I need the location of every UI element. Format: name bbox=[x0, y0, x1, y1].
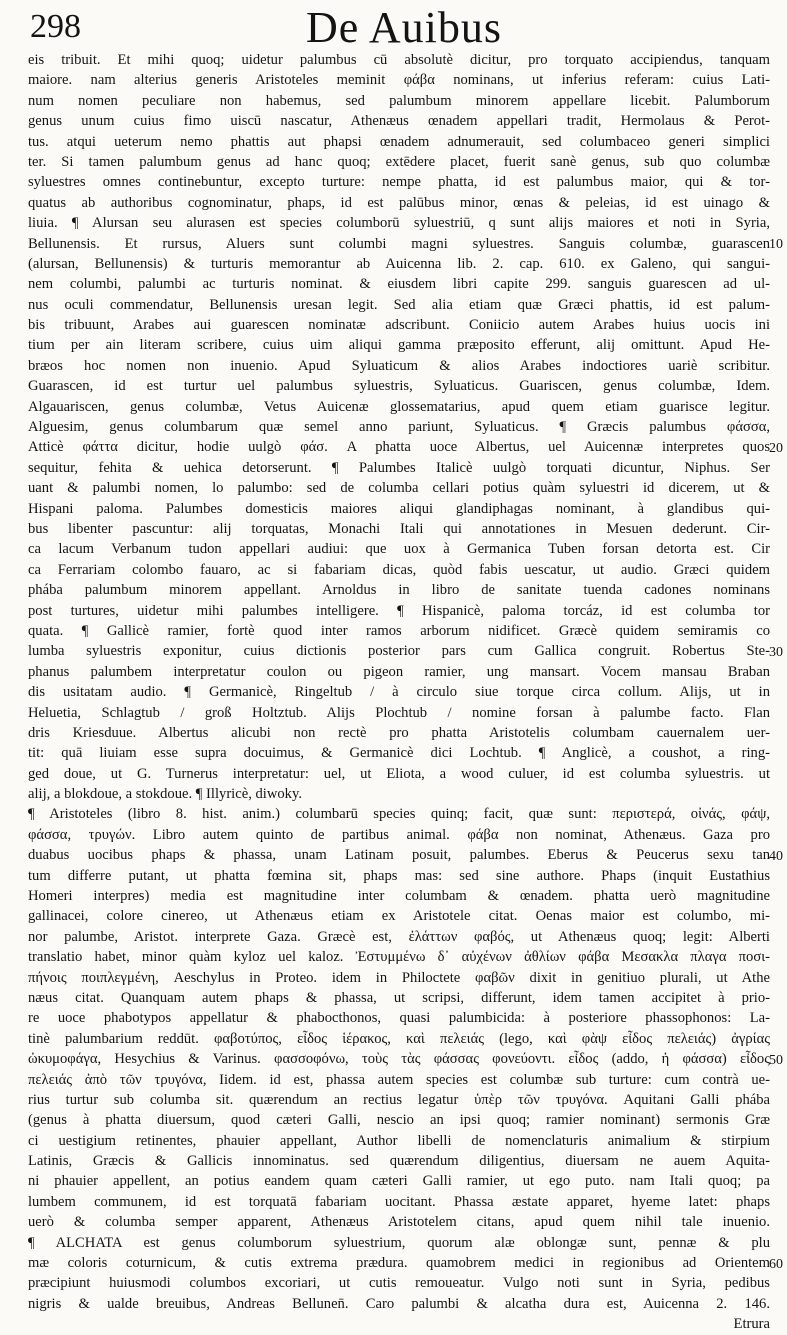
text-line: dis usitatam audio. ¶ Germanicè, Ringeltub / à circulo siue torque circa collum. Alijs, ut in bbox=[28, 684, 770, 701]
text-line: quata. ¶ Gallicè ramier, fortè quod inter ramos arborum nidificet. Græcè quidem semiramis co bbox=[28, 622, 770, 639]
running-title: De Auibus bbox=[306, 3, 502, 52]
text-line: tum differre putant, ut phatta fœmina sit, phaps mas: sed sine authore. Phaps (inquit Eustathius bbox=[28, 867, 770, 884]
text-line: alij, a blokdoue, a stokdoue. ¶ Illyricè, diwoky. bbox=[28, 786, 302, 803]
text-line: nigris & ualde breuibus, Andreas Bellunen̄. Caro palumbi & alcatha dura est, Auicenna 2. 146. bbox=[28, 1295, 770, 1312]
text-line: Alguesim, genus columbarum quæ semel anno pariunt, Syluaticus. ¶ Græcis palumbus φάσσα, bbox=[28, 419, 770, 436]
text-line: re uoce phabotypos appellatur & phabocthonos, quasi palumbicida: à posteriore phassophonos: La- bbox=[28, 1010, 770, 1027]
text-line: Algauariscen, genus columbæ, Vetus Auicenæ glossematarius, apud quem etiam guarisce legitur. bbox=[28, 398, 770, 415]
text-line: ca lacum Verbanum tudon appellari audiui: que uox à Germanica Tuben forsan detorta est. Cir bbox=[28, 541, 770, 558]
text-line: φάσσα, τρυγών. Libro autem quinto de partibus animal. φάβα non nominat, Athenæus. Gaza pro bbox=[28, 826, 770, 843]
text-line: uant & palumbi nomen, lo palumbo: sed de columba cellari potius quàm syluestri id dicerem, ut & bbox=[28, 480, 770, 497]
text-line: tium per ain literam scribere, cuius uim aliqui gamma præposito efferunt, alij omittunt. Apud He- bbox=[28, 337, 770, 354]
text-line: Latinis, Græcis & Gallicis innominatus. sed quærendum diligentius, diuersam ne auem Aquita- bbox=[28, 1153, 770, 1170]
text-line: Homeri interpres) media est magnitudine inter columbam & œnadem. phatta uerò magnitudine bbox=[28, 888, 770, 905]
page-header bbox=[24, 2, 764, 52]
text-line: num nomen peculiare non habemus, sed palumbum minorem appellare licebit. Palumborum bbox=[28, 92, 770, 109]
text-line: rius turtur sub columba sit. quærendum an rectius legatur ὑπὲρ τῶν τρυγόνα. Aquitani Galli phába bbox=[28, 1091, 770, 1108]
text-line: Guarascen, id est turtur uel palumbus syluestris, Syluaticus. Guariscen, genus columbæ, Idem. bbox=[28, 378, 770, 395]
text-line: præcipiunt huiusmodi columbos excoriari, ut cutis remoueatur. Vulgo noti sunt in Syria, pedibus bbox=[28, 1275, 770, 1292]
page-number: 298 bbox=[30, 8, 81, 45]
text-line: Atticè φάττα dicitur, hodie uulgò φάσ. A phatta uoce Albertus, uel Auicennæ interpretes quos bbox=[28, 439, 770, 456]
text-line: tinè palumbarium reddūt. φαβοτύπος, εἶδος ἱέρακος, καὶ πελειάς (lego, καὶ φὰψ εἶδος πελειάς) ἀγρίας bbox=[28, 1030, 770, 1047]
text-line: ¶ ALCHATA est genus columborum syluestrium, quorum alæ oblongæ sunt, pennæ & plu bbox=[28, 1234, 770, 1251]
text-line: gallinacei, colore cinereo, ut Athenæus etiam ex Aristotele citat. Oenas maior est columbo, mi- bbox=[28, 908, 770, 925]
text-line: Hispani paloma. Palumbes domesticis maiores aliqui glandiphagas nominant, à glandibus qui- bbox=[28, 500, 770, 517]
text-line: translatio habet, minor quàm kyloz uel kaloz. Ἐστυμμένω δ᾽ αὐχένων ἀθλίων φάβα Μεσακλα πλαγα ποσι- bbox=[28, 949, 770, 966]
text-line: lumbem communem, id est torquatā fabariam uocitant. Phassa æstate apparet, hyeme latet: phaps bbox=[28, 1193, 770, 1210]
text-line: nor palumbe, Aristot. interprete Gaza. Græcè est, ἐλάττων φαβός, ut Athenæus quoq; legit: Alberti bbox=[28, 928, 770, 945]
text-line: syluestres omnes continebuntur, excepto turture: nempe phatta, id est palumbus maior, qui & tor- bbox=[28, 174, 770, 191]
text-line: sequitur, fehita & uehica detorserunt. ¶ Palumbes Italicè uulgò torquati dicuntur, Niphus. Ser bbox=[28, 459, 770, 476]
text-line: genus unum cuius fimo uiscū nascatur, Athenæus œnadem appellari tradit, Hermolaus & Perot- bbox=[28, 113, 770, 130]
text-line: dris Kriesduue. Albertus alicubi non rectè pro phatta Aristotelis columbam cauernalem uer- bbox=[28, 724, 770, 741]
body-text bbox=[28, 50, 770, 1335]
text-line: tus. atqui ueterum nemo phattis aut phapsi œnadem adnumerauit, sed columbaceo generi simplici bbox=[28, 133, 770, 150]
text-line: ni phauier appellent, an potius eandem quam cæteri Galli ramier, ut ego puto. nam Itali quoq; pa bbox=[28, 1173, 770, 1190]
text-line: bræos hoc nomen non inuenio. Apud Syluaticum & alios Arabes indoctiores uariè scribitur. bbox=[28, 357, 770, 374]
text-line: lumba syluestris exponitur, cuius dictionis posterior pars cum Gallica congruit. Robertus Ste- bbox=[28, 643, 770, 660]
margin-line-number: 10 bbox=[769, 236, 783, 252]
text-line: Etrura bbox=[733, 1316, 770, 1333]
text-line: Heluetia, Schlagtub / groß Holtztub. Alijs Plochtub / nomine forsan à palumbe facto. Flan bbox=[28, 704, 770, 721]
margin-line-number: 50 bbox=[769, 1052, 783, 1068]
text-line: tit: quā liuiam esse supra docuimus, & Germanicè dici Lochtub. ¶ Anglicè, a coushot, a ring- bbox=[28, 745, 770, 762]
text-line: maiore. nam alterius generis Aristoteles meminit φάβα nominans, ut inferius referam: cuius Lati- bbox=[28, 72, 770, 89]
text-line: quatus ab authoribus cognominatur, phaps, id est palūbus minor, œnas & peleias, id est uinago & bbox=[28, 194, 770, 211]
text-line: (alursan, Bellunensis) & turturis memorantur ab Auicenna lib. 2. cap. 610. ex Galeno, qui sangui- bbox=[28, 255, 770, 272]
margin-line-number: 20 bbox=[769, 440, 783, 456]
text-line: uerò & columba semper apparent, Athenæus Aristotelem citans, apud quem nihil tale inuenio. bbox=[28, 1214, 770, 1231]
text-line: πελειάς ἀπὸ τῶν τρυγόνα, Iidem. id est, phassa autem species est columbæ sub turture: cum contrà ue- bbox=[28, 1071, 770, 1088]
text-line: eis tribuit. Et mihi quoq; uidetur palumbus cū absolutè dicitur, pro torquato accipiendus, tanquam bbox=[28, 52, 770, 68]
text-line: (genus à phatta diuersum, quod cæteri Galli, nescio an ipsi quoq; ramier nominant) sermonis Græ bbox=[28, 1112, 770, 1129]
text-line: post turtures, uidetur mihi palumbes intelligere. ¶ Hispanicè, paloma torcáz, id est columba tor bbox=[28, 602, 770, 619]
text-line: phanus palumbem interpretatur coulon ou pigeon ramier, ung mansart. Vocem mansau Braban bbox=[28, 663, 770, 680]
margin-line-number: 60 bbox=[769, 1256, 783, 1272]
text-line: bus libenter pascuntur: alij torquatas, Monachi Itali qui annotationes in Mesuen dederunt. Cir- bbox=[28, 520, 770, 537]
text-line: duabus uocibus phaps & phassa, unam Latinam posuit, palumbes. Eberus & Peucerus sexu tan bbox=[28, 847, 770, 864]
margin-line-number: 40 bbox=[769, 848, 783, 864]
text-line: ter. Si tamen palumbum genus ad hanc quoq; extēdere placet, fuerit sanè genus, sub quo columbæ bbox=[28, 153, 770, 170]
text-line: πήνοις ποιπλεγμένη, Aeschylus in Proteo. idem in Philoctete φαβῶν dixit in genitiuo plurali, ut Athe bbox=[28, 969, 770, 986]
text-line: ὠκυμοφάγα, Hesychius & Varinus. φασσοφόνω, τοὺς τὰς φάσσας φονεύοντι. εἶδος (addo, ἡ φάσσα) εἶδος bbox=[28, 1051, 770, 1068]
margin-line-number: 30 bbox=[769, 644, 783, 660]
text-line: nem columbi, palumbi ac turturis nominat. & eiusdem libri capite 299. sanguis guarescen ad ul- bbox=[28, 276, 770, 293]
text-line: phába palumbum minorem appellant. Arnoldus in libro de sanitate tuenda cadones nominans bbox=[28, 582, 770, 599]
text-line: Bellunensis. Et rursus, Aluers sunt columbi magni syluestres. Sanguis columbæ, guarascen bbox=[28, 235, 770, 252]
text-line: ¶ Aristoteles (libro 8. hist. anim.) columbarū species quinq; facit, quæ sunt: περιστερά, οἰνάς, φάψ, bbox=[28, 806, 770, 823]
text-line: liuia. ¶ Alursan seu alurasen est species columborū syluestriū, q sunt alijs maiores et noti in Syria, bbox=[28, 215, 770, 232]
text-line: mæ coloris coturnicum, & cutis extrema prædura. quamobrem medici in regionibus ad Orientem bbox=[28, 1255, 770, 1272]
text-line: næus citat. Quanquam autem phaps & phassa, ut scripsi, differunt, idem tamen accipitet à prio- bbox=[28, 989, 770, 1006]
text-line: ci uestigium retinentes, phauier appellant, Author libelli de nomenclaturis animalium & stirpium bbox=[28, 1132, 770, 1149]
text-line: ged doue, ut G. Turnerus interpretatur: uel, ut Eliota, a wood culuer, id est columba syluestris. ut bbox=[28, 765, 770, 782]
text-line: nus oculi commendatur, Bellunensis uresan legit. Sed alia etiam quæ Græci phattis, id est palum- bbox=[28, 296, 770, 313]
text-line: bis tribuunt, Arabes aui guarescen nominatæ adscribunt. Coniicio autem Arabes huius uocis ini bbox=[28, 317, 770, 334]
text-line: ca Ferrariam colombo fauaro, ac si fabariam dicas, quòd fabis uescatur, ut audio. Græci quidem bbox=[28, 561, 770, 578]
